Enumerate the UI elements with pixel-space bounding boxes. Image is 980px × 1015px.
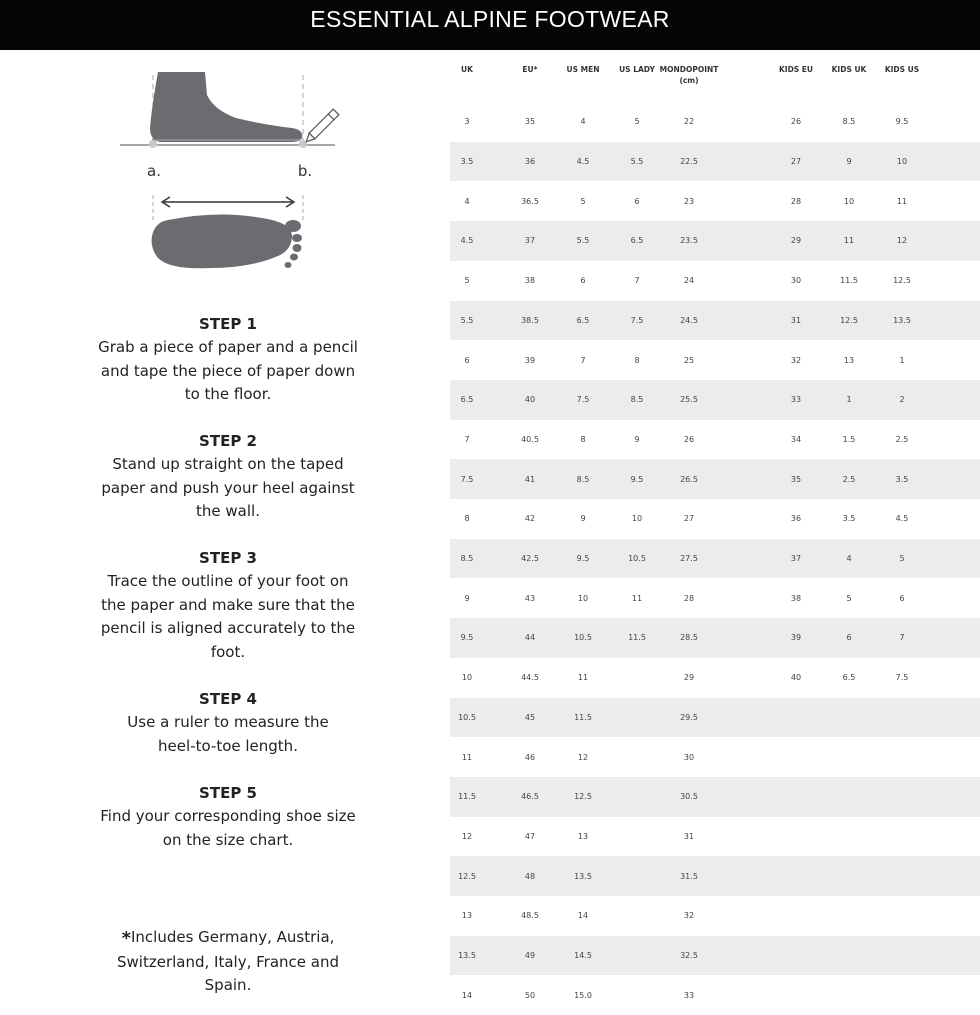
table-cell: 7: [580, 355, 586, 365]
column-header-label: EU*: [522, 65, 538, 74]
table-cell: 13: [461, 911, 473, 921]
step-title: STEP 4: [199, 690, 257, 708]
table-cell: 4: [846, 554, 852, 564]
table-row: [450, 975, 980, 1015]
table-cell: 12: [577, 752, 589, 762]
table-cell: 49: [524, 951, 536, 961]
table-cell: 29: [790, 236, 802, 246]
table-cell: 9.5: [630, 474, 644, 484]
table-cell: 40: [524, 395, 536, 405]
table-cell: 30: [790, 276, 802, 286]
table-cell: 6: [634, 196, 640, 206]
table-cell: 3: [464, 117, 470, 127]
table-cell: 12: [461, 831, 473, 841]
table-row: [450, 499, 980, 539]
step-text: [68, 336, 388, 407]
step-line: the wall.: [196, 502, 260, 520]
table-row: [450, 340, 980, 380]
table-cell: 37: [790, 554, 802, 564]
step-line: pencil is aligned accurately to the: [100, 619, 356, 637]
column-header: [522, 64, 537, 75]
table-cell: 40: [790, 673, 802, 683]
column-header: [567, 64, 600, 75]
table-header-row: [450, 50, 980, 106]
table-cell: 13.5: [458, 951, 476, 961]
table-cell: 12.5: [893, 276, 911, 286]
foot-side-icon: [150, 72, 302, 142]
table-cell: 3.5: [895, 474, 909, 484]
table-cell: 33: [790, 395, 802, 405]
table-cell: 4.5: [576, 157, 590, 167]
step-line: to the floor.: [184, 385, 272, 403]
table-cell: 42: [524, 514, 536, 524]
table-cell: 10: [843, 196, 855, 206]
table-row: [450, 777, 980, 817]
table-cell: 32: [683, 911, 695, 921]
table-cell: 13: [577, 831, 589, 841]
step-4: [68, 690, 388, 758]
table-cell: 36: [790, 514, 802, 524]
table-cell: 42.5: [521, 554, 539, 564]
step-text: [68, 805, 388, 852]
table-cell: 28: [790, 196, 802, 206]
table-cell: 7.5: [576, 395, 590, 405]
table-cell: 9.5: [895, 117, 909, 127]
step-text: [68, 711, 388, 758]
column-header: [461, 64, 473, 75]
column-header-label: KIDS UK: [831, 65, 867, 74]
table-cell: 4.5: [895, 514, 909, 524]
table-cell: 27: [790, 157, 802, 167]
column-header-label: US LADY: [619, 65, 655, 74]
table-cell: 45: [524, 712, 536, 722]
table-row: [450, 221, 980, 261]
table-cell: 12.5: [840, 315, 858, 325]
table-cell: 3.5: [460, 157, 474, 167]
table-cell: 46: [524, 752, 536, 762]
double-arrow-icon: [162, 197, 294, 207]
table-cell: 13.5: [574, 871, 592, 881]
table-cell: 48: [524, 871, 536, 881]
step-1: [68, 315, 388, 407]
table-cell: 44.5: [521, 673, 539, 683]
table-cell: 1: [846, 395, 852, 405]
table-cell: 15.0: [574, 990, 592, 1000]
table-cell: 10.5: [458, 712, 476, 722]
table-cell: 25: [683, 355, 695, 365]
table-cell: 5: [464, 276, 470, 286]
label-a: a.: [147, 162, 161, 180]
table-cell: 6: [580, 276, 586, 286]
table-cell: 11.5: [628, 633, 646, 643]
step-title: STEP 1: [199, 315, 257, 333]
table-cell: 22: [683, 117, 695, 127]
table-cell: 8: [634, 355, 640, 365]
table-cell: 14.5: [574, 951, 592, 961]
table-cell: 12.5: [574, 792, 592, 802]
table-cell: 9.5: [460, 633, 474, 643]
table-cell: 2: [899, 395, 905, 405]
table-cell: 37: [524, 236, 536, 246]
table-cell: 8: [580, 434, 586, 444]
step-line: on the size chart.: [162, 830, 294, 849]
table-cell: 5: [580, 196, 586, 206]
table-cell: 6: [846, 633, 852, 643]
table-cell: 36.5: [521, 196, 539, 206]
footnote-line-2: Switzerland, Italy, France and: [117, 952, 339, 971]
table-cell: 38.5: [521, 315, 539, 325]
table-cell: 33: [683, 990, 695, 1000]
table-cell: 5: [846, 593, 852, 603]
table-row: [450, 856, 980, 896]
step-line: heel-to-toe length.: [158, 736, 298, 755]
page-title: ESSENTIAL ALPINE FOOTWEAR: [310, 5, 670, 32]
step-line: Trace the outline of your foot on: [107, 572, 349, 590]
table-cell: 26: [790, 117, 802, 127]
table-cell: 50: [524, 990, 536, 1000]
column-header: [885, 64, 919, 75]
table-cell: 14: [461, 990, 473, 1000]
table-cell: 1.5: [842, 434, 856, 444]
table-row: [450, 301, 980, 341]
table-cell: 32: [790, 355, 802, 365]
table-cell: 6.5: [842, 673, 856, 683]
table-cell: 7: [634, 276, 640, 286]
table-cell: 10.5: [628, 554, 646, 564]
table-cell: 5.5: [576, 236, 590, 246]
column-header-label: KIDS EU: [778, 65, 814, 74]
table-cell: 11: [631, 593, 643, 603]
table-cell: 11.5: [574, 712, 592, 722]
footnote-line-1: Includes Germany, Austria,: [130, 928, 335, 946]
table-cell: 2.5: [842, 474, 856, 484]
table-cell: 10: [461, 673, 473, 683]
table-cell: 9: [464, 593, 470, 603]
step-line: paper and push your heel against: [101, 478, 355, 497]
step-text: [68, 453, 388, 524]
table-cell: 7.5: [895, 673, 909, 683]
table-cell: 27: [683, 514, 695, 524]
table-cell: 23.5: [680, 236, 698, 246]
table-cell: 41: [524, 474, 536, 484]
table-cell: 35: [790, 474, 802, 484]
table-cell: 8.5: [576, 474, 590, 484]
table-cell: 7: [464, 434, 470, 444]
table-cell: 6.5: [630, 236, 644, 246]
table-cell: 8.5: [460, 554, 474, 564]
table-cell: 8.5: [630, 395, 644, 405]
table-cell: 29: [683, 673, 695, 683]
table-cell: 44: [524, 633, 536, 643]
table-cell: 9: [634, 434, 640, 444]
step-text: [68, 570, 388, 664]
footnote: [68, 926, 388, 998]
table-cell: 24: [683, 276, 695, 286]
table-row: [450, 181, 980, 221]
table-cell: 14: [577, 911, 589, 921]
table-cell: 9: [846, 157, 852, 167]
table-cell: 39: [524, 355, 536, 365]
table-cell: 27.5: [680, 554, 698, 564]
column-header-unit: (cm): [679, 76, 699, 85]
column-header: [660, 64, 719, 86]
table-cell: 5.5: [460, 315, 474, 325]
table-cell: 6: [899, 593, 905, 603]
table-cell: 5.5: [630, 157, 644, 167]
foot-top-icon: [152, 214, 302, 268]
table-row: [450, 936, 980, 976]
table-cell: 31.5: [680, 871, 698, 881]
step-line: Stand up straight on the taped: [112, 455, 344, 473]
table-cell: 7.5: [460, 474, 474, 484]
column-header: [779, 64, 813, 75]
table-row: [450, 539, 980, 579]
table-row: [450, 102, 980, 142]
column-header-label: KIDS US: [884, 65, 920, 74]
table-cell: 11: [461, 752, 473, 762]
footnote-line-3: Spain.: [204, 976, 252, 994]
table-cell: 1: [899, 355, 905, 365]
table-row: [450, 817, 980, 857]
table-cell: 32.5: [680, 951, 698, 961]
table-row: [450, 459, 980, 499]
table-cell: 13: [843, 355, 855, 365]
table-row: [450, 896, 980, 936]
table-cell: 28: [683, 593, 695, 603]
footnote-star: *: [121, 928, 131, 949]
measure-illustration: [0, 50, 450, 290]
table-cell: 11.5: [840, 276, 858, 286]
table-row: [450, 658, 980, 698]
table-row: [450, 420, 980, 460]
step-line: foot.: [210, 642, 246, 661]
table-cell: 26.5: [680, 474, 698, 484]
table-cell: 10: [896, 157, 908, 167]
table-cell: 12: [896, 236, 908, 246]
table-cell: 35: [524, 117, 536, 127]
table-cell: 31: [790, 315, 802, 325]
table-cell: 4: [464, 196, 470, 206]
table-cell: 30.5: [680, 792, 698, 802]
label-b: b.: [297, 162, 313, 180]
table-cell: 29.5: [680, 712, 698, 722]
table-cell: 30: [683, 752, 695, 762]
step-title: STEP 5: [199, 784, 257, 802]
table-cell: 8.5: [842, 117, 856, 127]
table-cell: 11.5: [458, 792, 476, 802]
table-cell: 26: [683, 434, 695, 444]
table-cell: 40.5: [521, 434, 539, 444]
table-cell: 4.5: [460, 236, 474, 246]
table-cell: 7.5: [630, 315, 644, 325]
step-3: [68, 549, 388, 664]
pencil-icon: [304, 109, 339, 144]
step-title: STEP 2: [199, 432, 257, 450]
table-cell: 9: [580, 514, 586, 524]
table-cell: 4: [580, 117, 586, 127]
table-cell: 11: [577, 673, 589, 683]
table-row: [450, 380, 980, 420]
table-cell: 43: [524, 593, 536, 603]
table-row: [450, 618, 980, 658]
table-cell: 38: [524, 276, 536, 286]
table-cell: 28.5: [680, 633, 698, 643]
table-cell: 22.5: [680, 157, 698, 167]
column-header-label: UK: [461, 65, 473, 74]
table-cell: 25.5: [680, 395, 698, 405]
table-cell: 5: [899, 554, 905, 564]
table-cell: 2.5: [895, 434, 909, 444]
table-cell: 6: [464, 355, 470, 365]
table-cell: 9.5: [576, 554, 590, 564]
step-2: [68, 432, 388, 524]
table-cell: 39: [790, 633, 802, 643]
table-cell: 47: [524, 831, 536, 841]
table-row: [450, 142, 980, 182]
table-cell: 31: [683, 831, 695, 841]
table-row: [450, 578, 980, 618]
size-chart-table: [450, 50, 980, 1001]
table-cell: 13.5: [893, 315, 911, 325]
table-cell: 36: [524, 157, 536, 167]
table-cell: 46.5: [521, 792, 539, 802]
step-5: [68, 784, 388, 852]
table-cell: 23: [683, 196, 695, 206]
table-cell: 48.5: [521, 911, 539, 921]
table-cell: 10: [577, 593, 589, 603]
table-cell: 12.5: [458, 871, 476, 881]
step-line: Find your corresponding shoe size: [100, 807, 356, 825]
table-cell: 10: [631, 514, 643, 524]
column-header-label: US MEN: [566, 65, 600, 74]
table-cell: 6.5: [460, 395, 474, 405]
table-cell: 5: [634, 117, 640, 127]
table-cell: 10.5: [574, 633, 592, 643]
column-header: [619, 64, 655, 75]
table-cell: 11: [896, 196, 908, 206]
table-cell: 11: [843, 236, 855, 246]
column-header-label: MONDOPOINT: [659, 65, 719, 74]
table-cell: 6.5: [576, 315, 590, 325]
step-line: Use a ruler to measure the: [127, 713, 329, 731]
table-cell: 7: [899, 633, 905, 643]
table-cell: 38: [790, 593, 802, 603]
table-cell: 3.5: [842, 514, 856, 524]
column-header: [832, 64, 867, 75]
step-line: and tape the piece of paper down: [100, 361, 356, 380]
step-line: Grab a piece of paper and a pencil: [98, 338, 358, 356]
table-row: [450, 261, 980, 301]
header-bar: [0, 0, 980, 50]
table-row: [450, 737, 980, 777]
table-row: [450, 698, 980, 738]
instructions-panel: [0, 50, 450, 1001]
table-cell: 24.5: [680, 315, 698, 325]
step-title: STEP 3: [199, 549, 257, 567]
table-cell: 34: [790, 434, 802, 444]
step-line: the paper and make sure that the: [101, 595, 355, 614]
table-cell: 8: [464, 514, 470, 524]
